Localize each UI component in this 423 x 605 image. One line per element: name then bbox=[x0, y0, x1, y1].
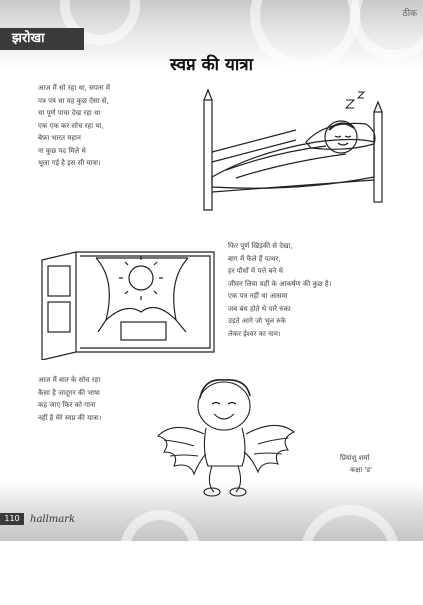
poem-line: एक पत्र नहीं था आसमा bbox=[228, 292, 288, 300]
brand-logo: hallmark bbox=[30, 514, 76, 525]
author-name: प्रियांशु शर्मा bbox=[340, 454, 370, 462]
decorative-ring bbox=[300, 505, 400, 605]
angel-illustration bbox=[154, 370, 304, 500]
poem-stanza-2 bbox=[228, 240, 331, 340]
poem-line: जीवन लिया यहीं के आकर्षण की कुछ है। bbox=[228, 279, 332, 288]
poem-line: जब बंध होते थे पारे रुका bbox=[228, 304, 291, 313]
page-title: स्वप्न की यात्रा bbox=[169, 55, 254, 75]
poem-line: ना कुछ पद मिले थे bbox=[38, 146, 86, 155]
poem-line: कैसा है जादूगर की भाषा bbox=[38, 388, 100, 397]
poem-line: कह जाए फिर को गाना bbox=[38, 401, 96, 409]
poem-line: भूला गई है इस सी यात्रा। bbox=[38, 159, 101, 167]
poem-line: नहीं है मेरे स्वप्न की यात्रा। bbox=[38, 413, 102, 422]
bed-illustration bbox=[196, 82, 396, 212]
author-class: कक्षा 'ड' bbox=[350, 466, 373, 474]
top-right-label: ठीक bbox=[402, 9, 417, 19]
poem-line: आज मैं बात के सोच रहा bbox=[38, 376, 101, 384]
poem-stanza-1 bbox=[38, 82, 110, 170]
section-label: झरोखा bbox=[0, 28, 84, 50]
poem-line: था पूर्ण पाया देख रहा था bbox=[38, 109, 101, 117]
poem-line: बेफ़ा भारत महान bbox=[38, 134, 81, 142]
poem-line: एक एक कर सोच रहा था, bbox=[38, 121, 104, 130]
decorative-ring bbox=[120, 510, 200, 590]
poem-stanza-3 bbox=[38, 374, 101, 424]
poem-line: बाग में फैले हैं पत्थर, bbox=[228, 254, 281, 263]
poem-line: लेकर ईश्वर का नाम। bbox=[228, 329, 281, 338]
author-block bbox=[340, 452, 372, 476]
window-illustration bbox=[36, 240, 226, 360]
page-number: 110 bbox=[0, 513, 24, 525]
poem-line: फिर पूर्ण खिड़की से देखा, bbox=[228, 242, 293, 250]
poem-line: आज मैं सो रहा था, सपना में bbox=[38, 84, 110, 92]
poem-line: हर पौधों में पत्ते बने थे bbox=[228, 267, 283, 275]
poem-line: उड़ते आगे जो भूल रुके bbox=[228, 317, 286, 325]
poem-line: पत्र पत्र था यह कुछ ऐसा से, bbox=[38, 96, 109, 105]
